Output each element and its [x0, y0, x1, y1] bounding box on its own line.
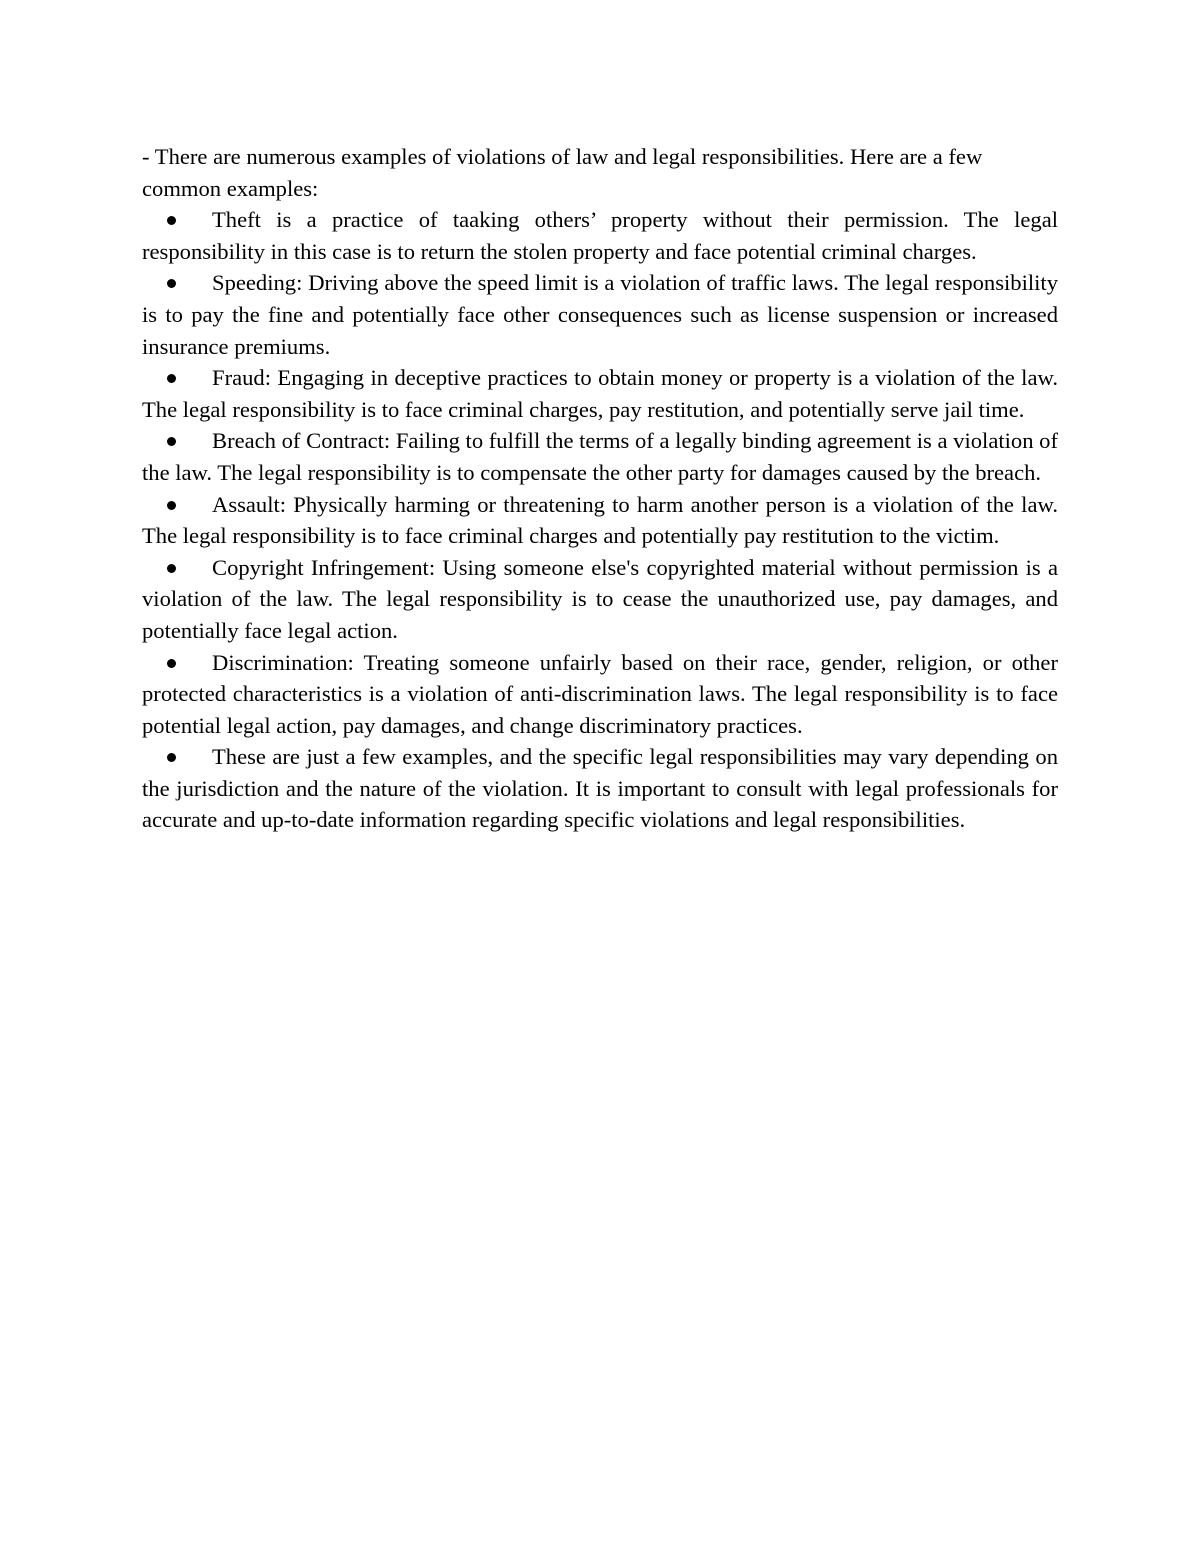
list-item [142, 647, 1058, 742]
list-item-text: Fraud: Engaging in deceptive practices to obtain money or property is a violation of the law. The legal responsibility is to face criminal charges, pay restitution, and potentially serve jail time. [142, 365, 1058, 422]
list-item-text: Theft is a practice of taaking others’ property without their permission. The legal responsibility in this case is to return the stolen property and face potential criminal charges. [142, 207, 1058, 264]
bullet-icon [167, 501, 176, 510]
list-item-text: Assault: Physically harming or threatening to harm another person is a violation of the law. The legal responsibility is to face criminal charges and potentially pay restitution to the victim. [142, 491, 1058, 549]
list-item [142, 425, 1058, 488]
bullet-icon [167, 279, 176, 288]
list-item-text: Speeding: Driving above the speed limit is a violation of traffic laws. The legal responsibility is to pay the fine and potentially face other consequences such as license suspension or increased insurance premiums. [142, 270, 1058, 359]
bullet-icon [167, 659, 176, 668]
document-body [142, 141, 1058, 836]
list-item-text: Breach of Contract: Failing to fulfill the terms of a legally binding agreement is a violation of the law. The legal responsibility is to compensate the other party for damages caused by the breach. [142, 428, 1058, 485]
list-item [142, 741, 1058, 836]
list-item [142, 489, 1058, 552]
list-item-text: Discrimination: Treating someone unfairly based on their race, gender, religion, or other protected characteristics is a violation of anti-discrimination laws. The legal responsibility is to face potential legal action, pay damages, and change discriminatory practices. [142, 649, 1058, 738]
list-item-text: Copyright Infringement: Using someone else's copyrighted material without permission is a violation of the law. The legal responsibility is to cease the unauthorized use, pay damages, and potentially face legal action. [142, 554, 1058, 643]
examples-list [142, 204, 1058, 836]
bullet-icon [167, 753, 176, 762]
intro-paragraph: - There are numerous examples of violations of law and legal responsibilities. Here are a few common examples: [142, 144, 983, 201]
list-item-text: These are just a few examples, and the specific legal responsibilities may vary depending on the jurisdiction and the nature of the violation. It is important to consult with legal professionals for accurate and up-to-date information regarding specific violations and legal responsibilities. [142, 744, 1058, 833]
list-item [142, 267, 1058, 362]
bullet-icon [167, 437, 176, 446]
list-item [142, 204, 1058, 267]
list-item [142, 362, 1058, 425]
bullet-icon [167, 564, 176, 573]
bullet-icon [167, 216, 176, 225]
list-item [142, 552, 1058, 647]
bullet-icon [167, 374, 176, 383]
